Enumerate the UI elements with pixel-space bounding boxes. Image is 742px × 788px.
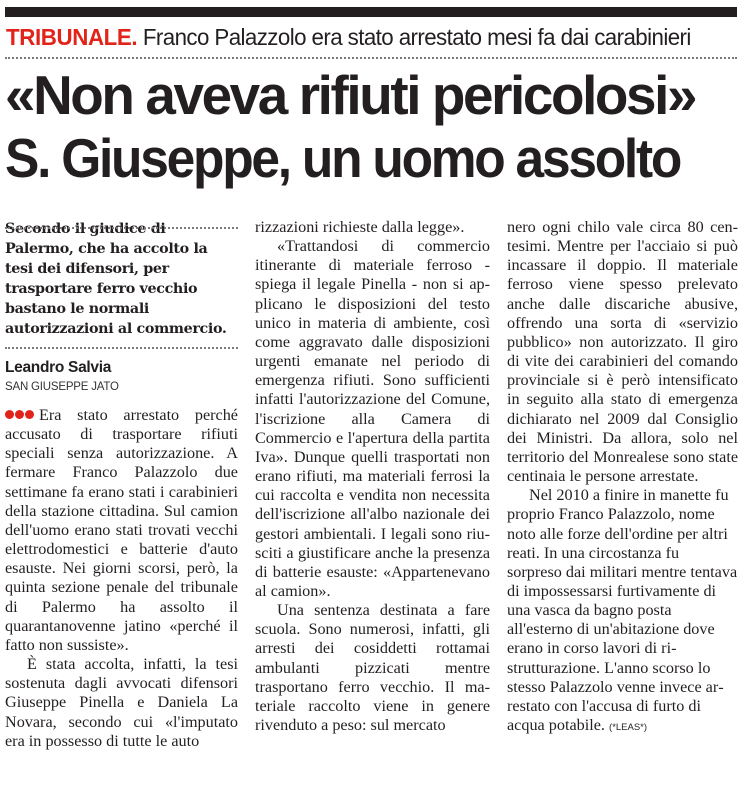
- article-paragraph: nero ogni chilo vale circa 80 centesimi. Mentre per l'acciaio si può incassare il doppio. Il materiale ferroso viene spesso prelevato anche dalle discariche abusive, offrendo una sorta di «servizio pubblico» non autorizzato. Il giro di vite dei carabinieri del comando provinciale si è però intensificato in seguito alla stato di emergenza dichiarato nel 2009 dal Consiglio dei Ministri. Da allora, solo nel territorio del Monrealese sono state centinaia le persone arrestate.: [507, 218, 738, 486]
- byline-location: SAN GIUSEPPE JATO: [5, 381, 119, 393]
- dotted-divider: [5, 227, 238, 229]
- byline-author: Leandro Salvia: [5, 359, 112, 376]
- kicker-subtitle: Franco Palazzolo era stato arrestato mesi fa dai carabinieri: [142, 24, 691, 50]
- article-paragraph: [5, 405, 238, 655]
- section-tag: TRIBUNALE.: [6, 24, 138, 50]
- headline-line-2: S. Giuseppe, un uomo assolto: [5, 127, 681, 189]
- bullet-dots-icon: [5, 405, 35, 424]
- dotted-divider: [5, 57, 737, 59]
- column-1: [5, 217, 238, 751]
- column-3: [507, 218, 738, 737]
- dotted-divider: [5, 347, 238, 349]
- article-paragraph: rizzazioni richieste dalla legge».: [255, 218, 465, 236]
- column-2: [255, 218, 490, 735]
- headline: [5, 64, 740, 190]
- author-signature: (*LEAS*): [609, 722, 648, 734]
- headline-line-1: «Non aveva rifiuti pericolosi»: [5, 64, 696, 126]
- article-paragraph: [507, 486, 738, 737]
- paragraph-text: Era stato arrestato perché accusato di trasportare rifiuti speciali senza autorizzazione. A fermare Franco Palazzolo due settimane fa erano stati i carabinieri della stazione cittadina. Sul camion dell'uomo erano stati trovati vecchi elettrodomestici e batterie d'auto esauste. Nei giorni scorsi, però, la quinta sezione penale del tribunale di Palermo ha assolto il quarantanovenne jatino «perché il fatto non sussiste».: [5, 406, 238, 654]
- summary-deck: Secondo il giudice di Palermo, che ha accolto la tesi dei difensori, per trasportare ferro vecchio bastano le normali autorizzazioni al commercio.: [5, 221, 227, 337]
- article-paragraph: «Trattandosi di commercio itinerante di materiale ferroso - spiega il legale Pinella - non si applicano le disposizioni del testo unico in materia di ambiente, così come aggravato dalle disposizioni urgenti emanate nel periodo di emergenza rifiuti. Sono sufficienti infatti l'autorizzazione del Comune, l'iscrizione alla Camera di Commercio e l'apertura della partita Iva». Dunque quelli trasportati non erano rifiuti, ma materiali ferrosi la cui raccolta e vendita non necessita dell'iscrizione all'albo nazionale dei gestori ambientali. I legali sono riusciti a giustificare anche la presenza di batterie esauste: «Appartenevano al camion».: [255, 237, 490, 600]
- top-rule-bar: [5, 7, 737, 17]
- article-paragraph: È stata accolta, infatti, la tesi sostenuta dagli avvocati difensori Giuseppe Pinella e Daniela La Novara, secondo cui «l'imputato era in possesso di tutte le auto: [5, 655, 238, 750]
- kicker-line: [6, 22, 716, 52]
- paragraph-text: Nel 2010 a finire in manette fu proprio Franco Palazzolo, nome noto alle forze dell'ordine per altri reati. In una circostanza fu sorpreso dai militari mentre tentava di impossessarsi furtivamente di una vasca da bagno posta all'esterno di un'abitazione dove erano in corso lavori di ristrutturazione. L'anno scorso lo stesso Palazzolo venne invece arrestato con l'accusa di furto di acqua potabile.: [507, 486, 738, 735]
- article-paragraph: Una sentenza destinata a fare scuola. Sono numerosi, infatti, gli arresti dei cosiddetti rottamai ambulanti pizzicati mentre trasportano ferro vecchio. Il materiale raccolto viene in genere rivenduto a peso: sul mercato: [255, 601, 490, 735]
